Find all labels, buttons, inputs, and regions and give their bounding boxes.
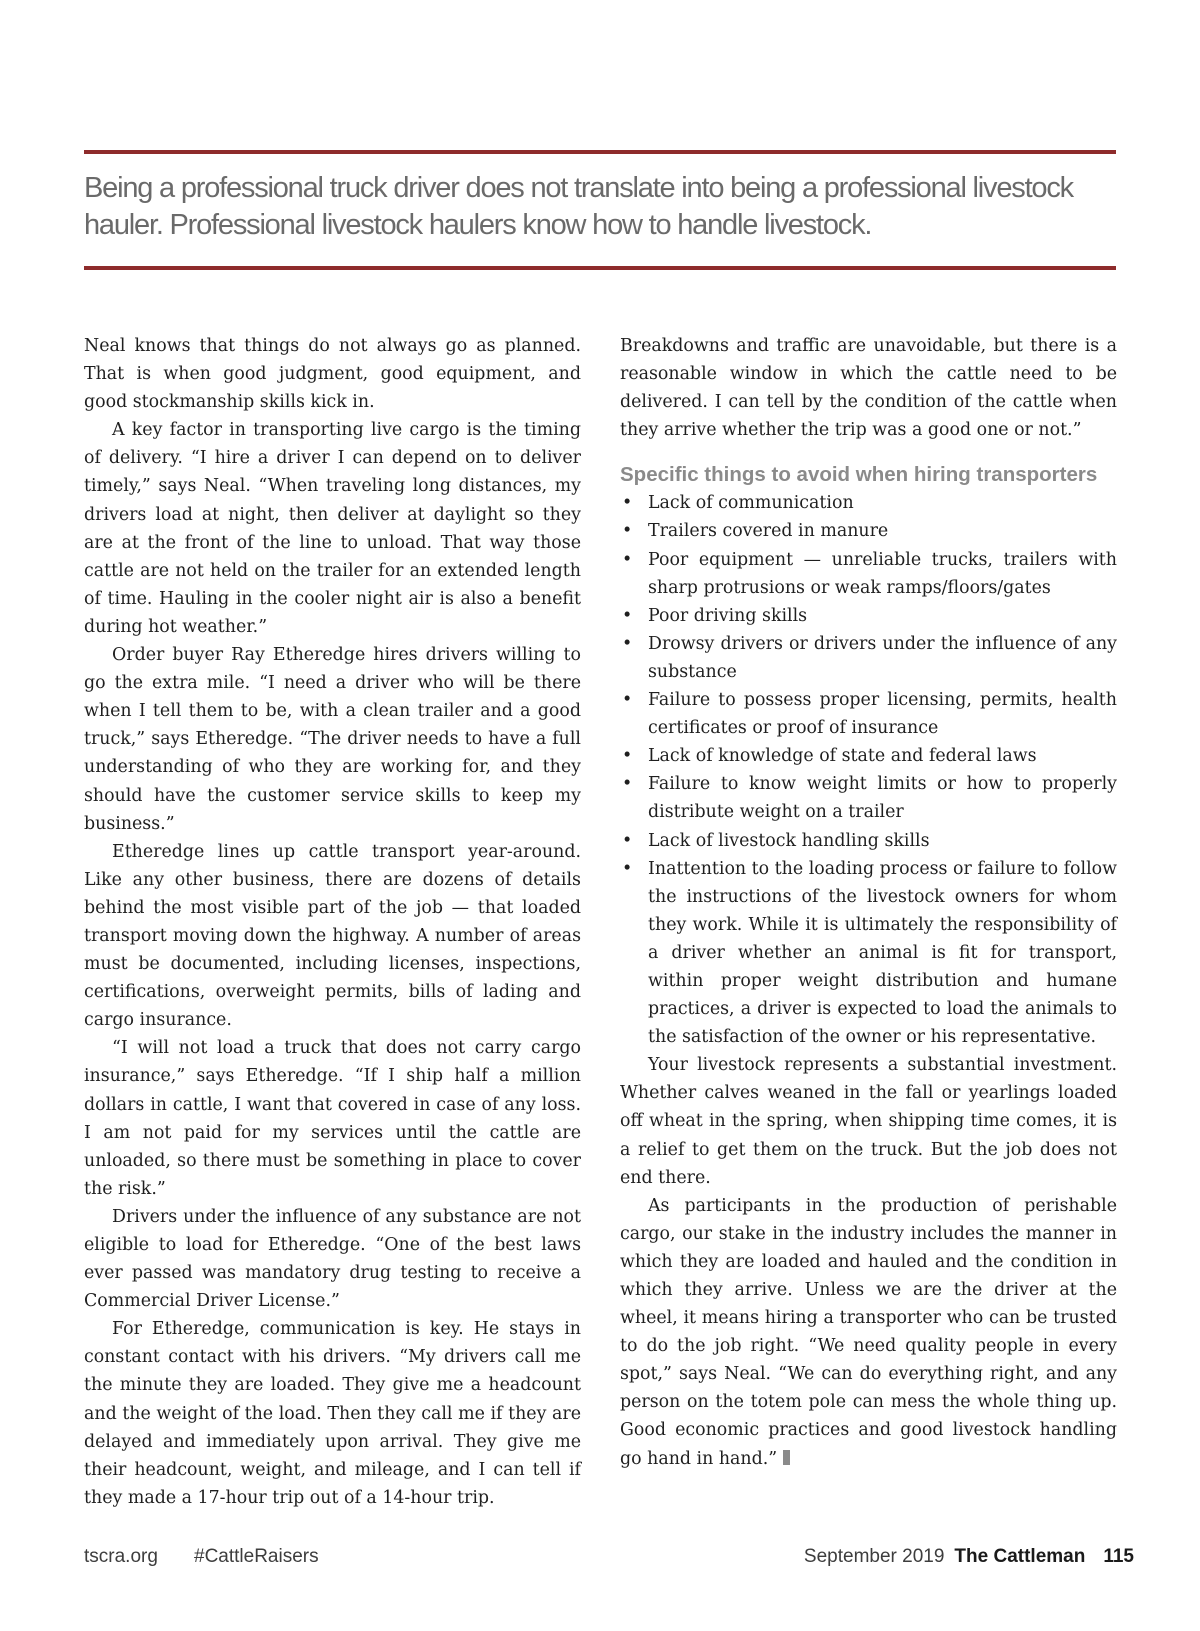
section-heading: Specific things to avoid when hiring transporters [620,463,1098,487]
footer-issue-info [804,1546,1134,1568]
list-item-text: Inattention to the loading process or failure to follow the instructions of the livestock owners for whom they work. While it is ultimately the responsibility of a driver whether an animal is fit for transport, within proper weight distribution and humane practices, a driver is expected to load the animals to the satisfaction of the owner or his representative. [648,858,1117,1048]
bullet-icon: • [622,774,633,795]
body-paragraph: Your livestock represents a substantial investment. Whether calves weaned in the fall or yearlings loaded off wheat in the spring, when shipping time comes, it is a relief to get them on the truck. But the job does not end there. [620,1055,1117,1188]
list-item-text: Trailers covered in manure [648,521,889,542]
avoid-list [620,489,1117,1051]
bullet-icon: • [622,746,633,767]
body-paragraph: Etheredge lines up cattle transport year-around. Like any other business, there are dozens of details behind the most visible part of the job — that loaded transport moving down the highway. A number of areas must be documented, including licenses, inspections, certifications, overweight permits, bills of lading and cargo insurance. [84,841,581,1031]
list-item [620,630,1117,686]
bullet-icon: • [622,830,633,851]
list-item-text: Poor equipment — unreliable trucks, trailers with sharp protrusions or weak ramps/floors/gates [648,549,1117,598]
left-column [84,332,581,1512]
pull-quote-bottom-rule [84,266,1116,270]
list-item-text: Lack of knowledge of state and federal laws [648,746,1037,767]
list-item [620,770,1117,826]
footer-magazine-name: The Cattleman [954,1546,1086,1567]
footer-issue-date: September 2019 [803,1546,945,1567]
list-item-text: Failure to know weight limits or how to properly distribute weight on a trailer [648,774,1117,823]
list-item-text: Drowsy drivers or drivers under the influence of any substance [648,633,1117,682]
list-item [620,827,1117,855]
list-item [620,602,1117,630]
list-item [620,517,1117,545]
bullet-icon: • [622,690,633,711]
body-paragraph-final [620,1192,1117,1473]
bullet-icon: • [622,493,633,514]
page-number: 115 [1103,1546,1134,1567]
final-paragraph-text: As participants in the production of perishable cargo, our stake in the industry includes the manner in which they are loaded and hauled and the condition in which they arrive. Unless we are the driver at the wheel, it means hiring a transporter who can be trusted to do the job right. “We need quality people in every spot,” says Neal. “We can do everything right, and any person on the totem pole can mess the whole thing up. Good economic practices and good livestock handling go hand in hand.” [620,1195,1117,1469]
list-item-text: Poor driving skills [648,605,808,626]
body-paragraph: “I will not load a truck that does not carry cargo insurance,” says Etheredge. “If I ship half a million dollars in cattle, I want that covered in case of any loss. I am not paid for my services until the cattle are unloaded, so there must be something in place to cover the risk.” [84,1038,581,1199]
bullet-icon: • [622,521,633,542]
pull-quote-top-rule [84,150,1116,154]
body-paragraph: For Etheredge, communication is key. He stays in constant contact with his drivers. “My drivers call me the minute they are loaded. They give me a headcount and the weight of the load. Then they call me if they are delayed and immediately upon arrival. They give me their headcount, weight, and mileage, and I can tell if they made a 17-hour trip out of a 14-hour trip. [84,1319,581,1508]
bullet-icon: • [622,858,633,879]
body-paragraph: Breakdowns and traffic are unavoidable, but there is a reasonable window in which the cattle need to be delivered. I can tell by the condition of the cattle when they arrive whether the trip was a good one or not.” [620,336,1117,441]
list-item [620,546,1117,602]
list-item-text: Failure to possess proper licensing, permits, health certificates or proof of insurance [648,690,1117,739]
list-item-text: Lack of livestock handling skills [648,830,930,851]
page-footer [84,1546,1134,1576]
list-item [620,855,1117,1052]
end-of-article-icon [783,1450,790,1465]
body-paragraph: Drivers under the influence of any substance are not eligible to load for Etheredge. “One of the best laws ever passed was mandatory drug testing to receive a Commercial Driver License.” [84,1206,581,1312]
list-item [620,742,1117,770]
list-item-text: Lack of communication [648,493,854,514]
footer-hashtag: #CattleRaisers [194,1546,319,1567]
footer-website-link[interactable]: tscra.org [84,1546,158,1567]
list-item [620,489,1117,517]
bullet-icon: • [622,605,633,626]
right-column [620,332,1117,1473]
body-paragraph: Neal knows that things do not always go as planned. That is when good judgment, good equipment, and good stockmanship skills kick in. [84,336,581,413]
pull-quote: Being a professional truck driver does not translate into being a professional livestock hauler. Professional livestock haulers know how to handle livestock. [84,172,1073,241]
bullet-icon: • [622,633,633,654]
body-paragraph: Order buyer Ray Etheredge hires drivers willing to go the extra mile. “I need a driver who will be there when I tell them to be, with a clean trailer and a good truck,” says Etheredge. “The driver needs to have a full understanding of who they are working for, and they should have the customer service skills to keep my business.” [84,645,581,834]
list-item [620,686,1117,742]
bullet-icon: • [622,549,633,570]
body-paragraph: A key factor in transporting live cargo is the timing of delivery. “I hire a driver I can depend on to deliver timely,” says Neal. “When traveling long distances, my drivers load at night, then deliver at daylight so they are at the front of the line to unload. That way those cattle are not held on the trailer for an extended length of time. Hauling in the cooler night air is also a benefit during hot weather.” [84,420,581,637]
